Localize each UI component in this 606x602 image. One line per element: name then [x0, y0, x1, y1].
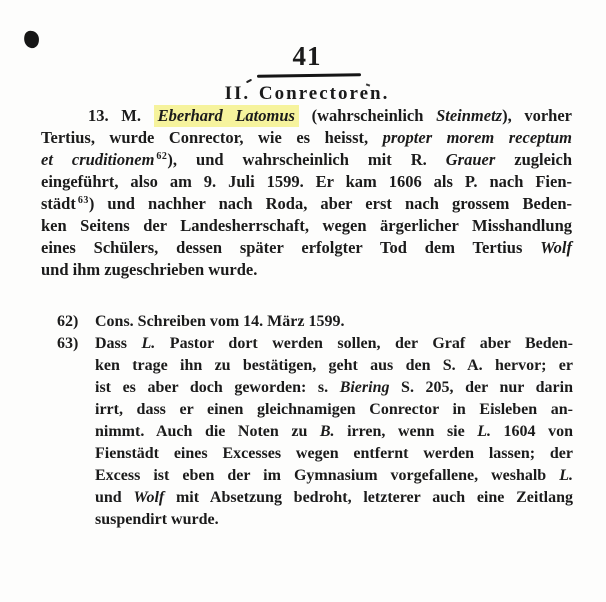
text-segment: B. [319, 423, 335, 440]
text-segment: L. [477, 423, 492, 440]
footnotes-block [57, 311, 573, 531]
footnote-line [95, 443, 573, 465]
text-segment: Wolf [133, 489, 165, 506]
text-segment: ken Seitens der Landesherrschaft, wegen ärgerlicher Misshandlung [41, 216, 572, 235]
text-segment: L. [559, 467, 573, 484]
paragraph-line [41, 149, 572, 171]
text-segment: eingeführt, also am 9. Juli 1599. Er kam 1606 als P. nach Fien- [41, 172, 572, 191]
page-number: 41 [292, 41, 322, 71]
text-segment: ist es aber doch geworden: s. [95, 379, 340, 396]
section-heading: II. Conrectoren. [224, 83, 390, 104]
footnote-label: 63) [57, 335, 79, 352]
text-segment: ), vorher [502, 106, 572, 125]
text-segment: suspendirt wurde. [95, 511, 219, 528]
footnote-line [95, 421, 573, 443]
footnote-reference: 63 [77, 194, 89, 206]
text-segment: mit Absetzung bedroht, letzterer auch eine Zeitlang [164, 489, 573, 506]
text-segment: zugleich [495, 150, 573, 169]
text-segment: Steinmetz [436, 106, 503, 125]
footnote-line [95, 311, 573, 333]
text-segment: städt [41, 194, 76, 213]
text-segment: Tertius, wurde Conrector, wie es heisst, [41, 128, 383, 147]
text-segment: irren, wenn sie [334, 423, 478, 440]
text-segment: Wolf [540, 238, 572, 257]
text-segment: und [95, 489, 134, 506]
footnote-reference: 62 [156, 150, 168, 162]
footnote-line [95, 509, 573, 531]
text-segment: eines Schülers, dessen später erfolgter Tod dem Tertius [41, 238, 541, 257]
text-segment: Grauer [445, 150, 496, 169]
text-segment: S. 205, der nur darin [389, 379, 574, 396]
text-segment: L. [141, 335, 156, 352]
page-number-rule [257, 73, 361, 77]
footnote-line [95, 355, 573, 377]
ink-smudge [23, 30, 40, 49]
text-segment: ) und nachher nach Roda, aber erst nach grossem Beden- [88, 194, 572, 213]
text-segment: 13. M. [88, 106, 154, 125]
paragraph-line [41, 193, 572, 215]
text-segment: Pastor dort werden sollen, der Graf aber Beden- [155, 335, 573, 352]
highlighted-name: Eberhard Latomus [154, 105, 299, 127]
text-segment: 1604 von [491, 423, 573, 440]
text-segment: Cons. Schreiben vom 14. März 1599. [95, 313, 345, 330]
text-segment: Biering [339, 379, 390, 396]
footnote-line [95, 377, 573, 399]
text-segment: irrt, dass er einen gleichnamigen Conrector in Eisleben an- [95, 401, 573, 418]
paragraph-line [41, 259, 572, 281]
footnote-label: 62) [57, 313, 79, 330]
footnote-line [95, 487, 573, 509]
paragraph-line [41, 105, 572, 127]
footnote-line [95, 333, 573, 355]
text-segment: ), und wahrscheinlich mit R. [167, 150, 446, 169]
footnote-body [95, 311, 573, 333]
text-segment: Dass [95, 335, 142, 352]
footnote-63 [57, 333, 573, 531]
footnote-body [95, 333, 573, 531]
text-segment: Fienstädt eines Excesses wegen entfernt werden lassen; der [95, 445, 573, 462]
text-segment: nimmt. Auch die Noten zu [95, 423, 320, 440]
text-segment: et cruditionem [41, 150, 155, 169]
paragraph-line [41, 237, 572, 259]
footnote-line [95, 465, 573, 487]
paragraph-line [41, 215, 572, 237]
paragraph-line [41, 171, 572, 193]
text-segment: und ihm zugeschrieben wurde. [41, 260, 258, 279]
text-segment: Excess ist eben der im Gymnasium vorgefallene, weshalb [95, 467, 560, 484]
paragraph-line [41, 127, 572, 149]
text-segment: ken trage ihn zu bestätigen, geht aus den S. A. hervor; er [95, 357, 573, 374]
text-segment: (wahrscheinlich [298, 106, 437, 125]
text-segment: propter morem receptum [382, 128, 572, 147]
footnote-line [95, 399, 573, 421]
main-paragraph [41, 105, 572, 281]
footnote-62 [57, 311, 573, 333]
